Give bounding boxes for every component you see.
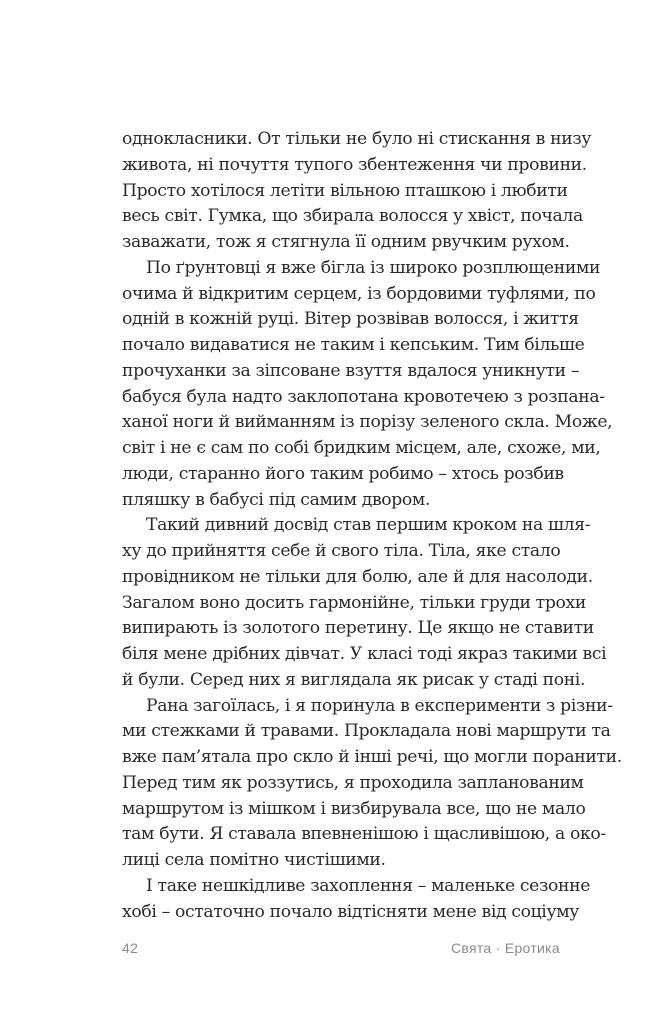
paragraph xyxy=(122,127,592,256)
text-line: По ґрунтовці я вже бігла із широко розплющеними xyxy=(146,257,601,278)
text-line: люди, старанно його таким робимо – хтось розбив xyxy=(122,463,564,484)
text-line: Загалом воно досить гармонійне, тільки груди трохи xyxy=(122,592,586,613)
text-line: одній в кожній руці. Вітер розвівав волосся, і життя xyxy=(122,309,579,330)
text-line: прочуханки за зіпсоване взуття вдалося уникнути – xyxy=(122,360,580,381)
text-line: почало видаватися не таким і кепським. Тим більше xyxy=(122,335,585,355)
page-footer xyxy=(122,940,560,956)
text-line: світ і не є сам по собі бридким місцем, але, схоже, ми, xyxy=(122,438,601,458)
paragraph xyxy=(122,256,613,514)
text-line: Перед тим як роззутись, я проходила запланованим xyxy=(122,772,584,793)
text-line: однокласники. От тільки не було ні стискання в низу xyxy=(122,129,592,149)
text-line: бабуся була надто заклопотана кровотечею з розпана- xyxy=(122,386,605,407)
paragraph xyxy=(122,874,591,926)
text-line: ху до прийняття себе й свого тіла. Тіла, яке стало xyxy=(122,541,561,561)
text-line: провідником не тільки для болю, але й для насолоди. xyxy=(122,566,593,587)
text-line: й були. Серед них я виглядала як рисак у стаді поні. xyxy=(122,669,586,690)
text-line: очима й відкритим серцем, із бордовими туфлями, по xyxy=(122,283,596,304)
text-line: там бути. Я ставала впевненішою і щасливішою, а око- xyxy=(122,824,606,845)
text-line: випирають із золотого перетину. Це якщо не ставити xyxy=(122,618,594,639)
text-line: заважати, тож я стягнула її одним рвучким рухом. xyxy=(122,232,570,252)
text-line: пляшку в бабусі під самим двором. xyxy=(122,489,431,510)
body-text xyxy=(122,127,622,925)
paragraph xyxy=(122,513,607,693)
text-line: ми стежками й травами. Прокладала нові маршрути та xyxy=(122,721,611,742)
text-line: Рана загоїлась, і я поринула в експерименти з різни- xyxy=(146,695,613,716)
text-line: весь світ. Гумка, що збирала волосся у хвіст, почала xyxy=(122,206,583,227)
text-line: лиці села помітно чистішими. xyxy=(122,850,386,870)
text-line: Просто хотілося летіти вільною пташкою і любити xyxy=(122,180,568,201)
paragraph xyxy=(122,694,622,874)
text-line: живота, ні почуття тупого збентеження чи провини. xyxy=(122,154,587,175)
text-line: І таке нешкідливе захоплення – маленьке сезонне xyxy=(146,875,591,896)
running-title: Свята · Еротика xyxy=(450,940,560,956)
page-number: 42 xyxy=(122,940,139,956)
text-line: маршрутом із мішком і визбирувала все, що не мало xyxy=(122,798,586,819)
text-line: біля мене дрібних дівчат. У класі тоді якраз такими всі xyxy=(122,644,607,664)
text-line: вже пам’ятала про скло й інші речі, що могли поранити. xyxy=(122,747,622,767)
text-line: ханої ноги й вийманням із порізу зеленого скла. Може, xyxy=(122,412,613,433)
text-line: Такий дивний досвід став першим кроком на шля- xyxy=(146,515,591,536)
text-line: хобі – остаточно почало відтісняти мене від соціуму xyxy=(122,901,579,922)
